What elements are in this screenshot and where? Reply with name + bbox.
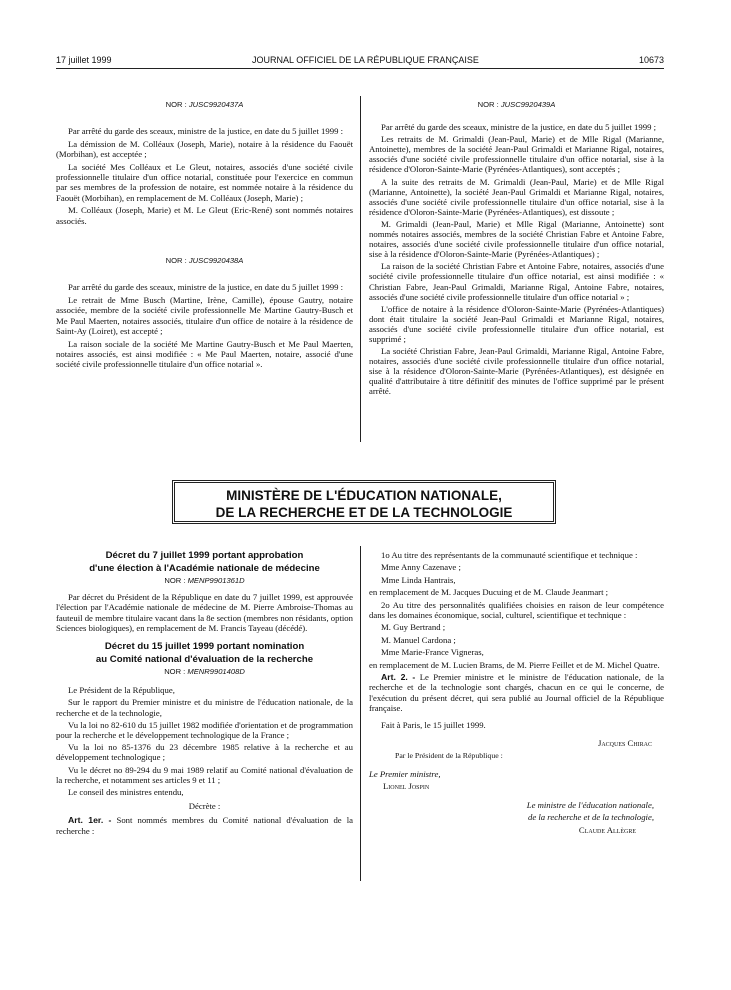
- decree-title: au Comité national d'évaluation de la recherche: [95, 654, 314, 666]
- paragraph: Par arrêté du garde des sceaux, ministre de la justice, en date du 5 juillet 1999 :: [68, 126, 344, 137]
- paragraph: Vu la loi no 82-610 du 15 juillet 1982 modifiée d'orientation et de programmation pour la recherche et le développement technologique de la France ;: [56, 719, 353, 741]
- paragraph: Sur le rapport du Premier ministre et du ministre de l'éducation nationale, de la recherche et de la technologie,: [56, 697, 353, 718]
- header-rule: [56, 68, 664, 69]
- par-le-president: Par le Président de la République :: [395, 750, 503, 760]
- paragraph: Vu le décret no 89-294 du 9 mai 1989 relatif au Comité national d'évaluation de la recherche, et notamment ses articles 9 et 11 ;: [56, 764, 353, 785]
- article-2: Art. 2. - Le Premier ministre et le ministre de l'éducation nationale, de la recherche et de la technologie sont chargés, chacun en ce qui le concerne, de l'exécution du présent décret, qui sera publié au Journal officiel de la République française.: [369, 672, 664, 714]
- decree-title: Décret du 7 juillet 1999 portant approbation: [105, 550, 304, 561]
- left-top-column: [56, 100, 353, 372]
- decree-title: Décret du 15 juillet 1999 portant nomination: [104, 641, 305, 653]
- pm-title: Le Premier ministre,: [369, 768, 441, 779]
- nor-label: NOR : JUSC9920438A: [165, 256, 244, 266]
- decree-title: d'une élection à l'Académie nationale de médecine: [89, 563, 320, 574]
- article-1: Art. 1er. - Sont nommés membres du Comité national d'évaluation de la recherche :: [56, 815, 353, 836]
- signature-pm: Lionel Jospin: [383, 781, 430, 792]
- paragraph: La société Mes Colléaux et Le Gleut, notaires, associés d'une société civile professionnelle titulaire d'un office notarial, constituée pour l'exercice en commun par ses membres de la profession de notaire, est nommée notaire à la résidence du Faouët (Morbihan), en remplacement de M. Colléaux (Joseph, Marie) ;: [56, 161, 353, 203]
- member-name: Mme Anny Cazenave ;: [381, 562, 461, 573]
- paragraph: Les retraits de M. Grimaldi (Jean-Paul, Marie) et de Mlle Rigal (Marianne, Antoinette), membres de la société Jean-Paul Grimaldi et Marianne Rigal, notaires, associés d'une société civile professionnelle titulaire d'un office notarial, sise à la résidence d'Oloron-Sainte-Marie (Pyrénées-Atlantiques), sont acceptés ;: [369, 134, 664, 175]
- paragraph: Le retrait de Mme Busch (Martine, Irène, Camille), épouse Gautry, notaire associée, membre de la société civile professionnelle Me Martine Gautry-Busch et Me Paul Maerten, notaires associés, titulaire d'un office de notaire à la résidence de Saint-Ay (Loiret), est accepté ;: [56, 294, 353, 337]
- right-bottom-column: [369, 550, 664, 837]
- paragraph: 2o Au titre des personnalités qualifiées choisies en raison de leur compétence dans les domaines économique, social, culturel, scientifique et technique :: [369, 599, 664, 621]
- column-divider: [360, 96, 361, 442]
- nor-label: NOR : JUSC9920437A: [165, 100, 244, 109]
- paragraph: L'office de notaire à la résidence d'Oloron-Sainte-Marie (Pyrénées-Atlantiques) dont était titulaire la société Jean-Paul Grimaldi et Marianne Rigal, notaires, associés d'une société civile professionnelle titulaire d'un office notarial, est supprimé ;: [369, 303, 664, 344]
- member-name: Mme Linda Hantrais,: [381, 574, 456, 585]
- paragraph: La raison de la société Christian Fabre et Antoine Fabre, notaires, associés d'une société civile professionnelle titulaire d'un office notarial, est ainsi modifiée : « Christian Fabre, Jean-Paul Grimaldi, Marianne Rigal, Antoine Fabre, notaires, associés d'une société civile professionnelle titulaire d'un office notarial » ;: [369, 261, 664, 302]
- paragraph: Vu la loi no 85-1376 du 23 décembre 1985 relative à la recherche et au développement technologique ;: [56, 742, 353, 763]
- nor-label: NOR : JUSC9920439A: [477, 100, 556, 109]
- minister-title: de la recherche et de la technologie,: [528, 812, 654, 823]
- journal-title: JOURNAL OFFICIEL DE LA RÉPUBLIQUE FRANÇAISE: [252, 55, 479, 65]
- ministry-line-1: MINISTÈRE DE L'ÉDUCATION NATIONALE,: [226, 488, 502, 503]
- place-date: Fait à Paris, le 15 juillet 1999.: [381, 719, 486, 730]
- paragraph: en remplacement de M. Lucien Brams, de M. Pierre Feillet et de M. Michel Quatre.: [369, 659, 660, 670]
- nor-label: NOR : MENP9901361D: [164, 576, 245, 585]
- paragraph: M. Colléaux (Joseph, Marie) et M. Le Gleut (Eric-René) sont nommés notaires associés.: [56, 205, 353, 226]
- member-name: Mme Marie-France Vigneras,: [381, 647, 484, 658]
- signature-president: Jacques Chirac: [597, 738, 652, 749]
- paragraph: 1o Au titre des représentants de la communauté scientifique et technique :: [381, 550, 638, 560]
- member-name: M. Manuel Cardona ;: [381, 634, 456, 645]
- signature-minister: Claude Allègre: [578, 824, 636, 835]
- column-divider: [360, 546, 361, 881]
- page-number: 10673: [638, 55, 664, 65]
- paragraph: Par décret du Président de la République en date du 7 juillet 1999, est approuvée l'élection par l'Académie nationale de médecine de M. Pierre Ambroise-Thomas au fauteuil de membre titulaire vacant dans la 8e section (membres non résidants, option Sciences biologiques), en remplacement de M. Francis Tayeau (décédé).: [56, 592, 353, 633]
- left-bottom-column: [56, 550, 353, 838]
- minister-title: Le ministre de l'éducation nationale,: [526, 799, 654, 810]
- paragraph: Le Président de la République,: [68, 685, 175, 696]
- paragraph: La démission de M. Colléaux (Joseph, Marie), notaire à la résidence du Faouët (Morbihan), est acceptée ;: [56, 138, 353, 160]
- decrete-label: Décrète :: [188, 801, 221, 812]
- ministry-line-2: DE LA RECHERCHE ET DE LA TECHNOLOGIE: [215, 505, 513, 520]
- paragraph: La raison sociale de la société Me Martine Gautry-Busch et Me Paul Maerten, notaires associés, est ainsi modifiée : « Me Paul Maerten, notaire, associé d'une société civile professionnelle titulaire d'un office notarial ».: [56, 338, 353, 370]
- page-date: 17 juillet 1999: [56, 55, 112, 65]
- paragraph: Le conseil des ministres entendu,: [68, 787, 184, 798]
- paragraph: Par arrêté du garde des sceaux, ministre de la justice, en date du 5 juillet 1999 ;: [381, 122, 657, 133]
- paragraph: M. Grimaldi (Jean-Paul, Marie) et Mlle Rigal (Marianne, Antoinette) sont nommés notaires associés, membres de la société Christian Fabre et Antoine Fabre, notaires, associés d'une société civile professionnelle titulaire d'un office notarial, sise à la résidence d'Oloron-Sainte-Marie (Pyrénées-Atlantiques) ;: [369, 218, 664, 260]
- paragraph: La société Christian Fabre, Jean-Paul Grimaldi, Marianne Rigal, Antoine Fabre, notaires, associés d'une société civile professionnelle titulaire d'un office notarial, sise à la résidence d'Oloron-Sainte-Marie (Pyrénées-Atlantiques), est désignée en qualité d'attributaire à titre définitif des minutes de l'office supprimé par le présent arrêté.: [369, 346, 664, 397]
- paragraph: A la suite des retraits de M. Grimaldi (Jean-Paul, Marie) et de Mlle Rigal (Marianne, Antoinette), la société Jean-Paul Grimaldi et Marianne Rigal, notaires, associés d'une société civile professionnelle titulaire d'un office notarial, sise à la résidence d'Oloron-Sainte-Marie (Pyrénées-Atlantiques), est dissoute ;: [369, 176, 664, 217]
- paragraph: en remplacement de M. Jacques Ducuing et de M. Claude Jeanmart ;: [369, 587, 609, 598]
- paragraph: Par arrêté du garde des sceaux, ministre de la justice, en date du 5 juillet 1999 :: [68, 282, 344, 293]
- member-name: M. Guy Bertrand ;: [381, 622, 446, 633]
- right-top-column: [369, 100, 664, 399]
- nor-label: NOR : MENR9901408D: [164, 667, 245, 677]
- ministry-heading: [172, 480, 556, 524]
